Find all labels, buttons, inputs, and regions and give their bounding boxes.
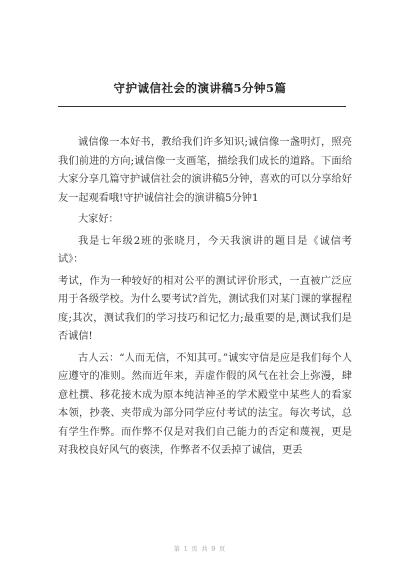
paragraph-ancients: 古人云：“人而无信，不知其可。”诚实守信是应是我们每个人应遵守的准则。然而近年来，弄虚作假的风气在社会上弥漫，肆意杜撰、移花接木成为原本纯洁神圣的学术殿堂中某些人的看家本领，抄袭、夹带成为部分同学应付考试的法宝。每次考试，总有学生作弊。而作弊不仅是对我们自己能力的否定和蔑视，更是对我校良好风气的亵渎，作弊者不仅丢掉了诚信，更丢 [58,352,352,456]
paragraph-intro: 诚信像一本好书，教给我们许多知识;诚信像一盏明灯，照亮我们前进的方向;诚信像一支画笔，描绘我们成长的道路。下面给大家分享几篇守护诚信社会的演讲稿5分钟，喜欢的可以分享给好友一起观看哦!守护诚信社会的演讲稿5分钟1 [58,137,352,204]
paragraph-self-intro: 我是七年级2班的张晓月，今天我演讲的题目是《诚信考试》： [58,235,352,265]
document-title: 守护诚信社会的演讲稿5分钟5篇 [113,81,287,95]
paragraph-exam: 考试，作为一种较好的相对公平的测试评价形式，一直被广泛应用于各级学校。为什么要考试?首先，测试我们对某门课的掌握程度;其次，测试我们的学习技巧和记忆力;最重要的是,测试我们是否诚信! [58,275,352,342]
title-divider [58,106,346,107]
paragraph-greeting: 大家好： [78,214,119,225]
document-body [58,134,352,461]
page-number-footer: 第 1 页 共 9 页 [173,546,227,553]
